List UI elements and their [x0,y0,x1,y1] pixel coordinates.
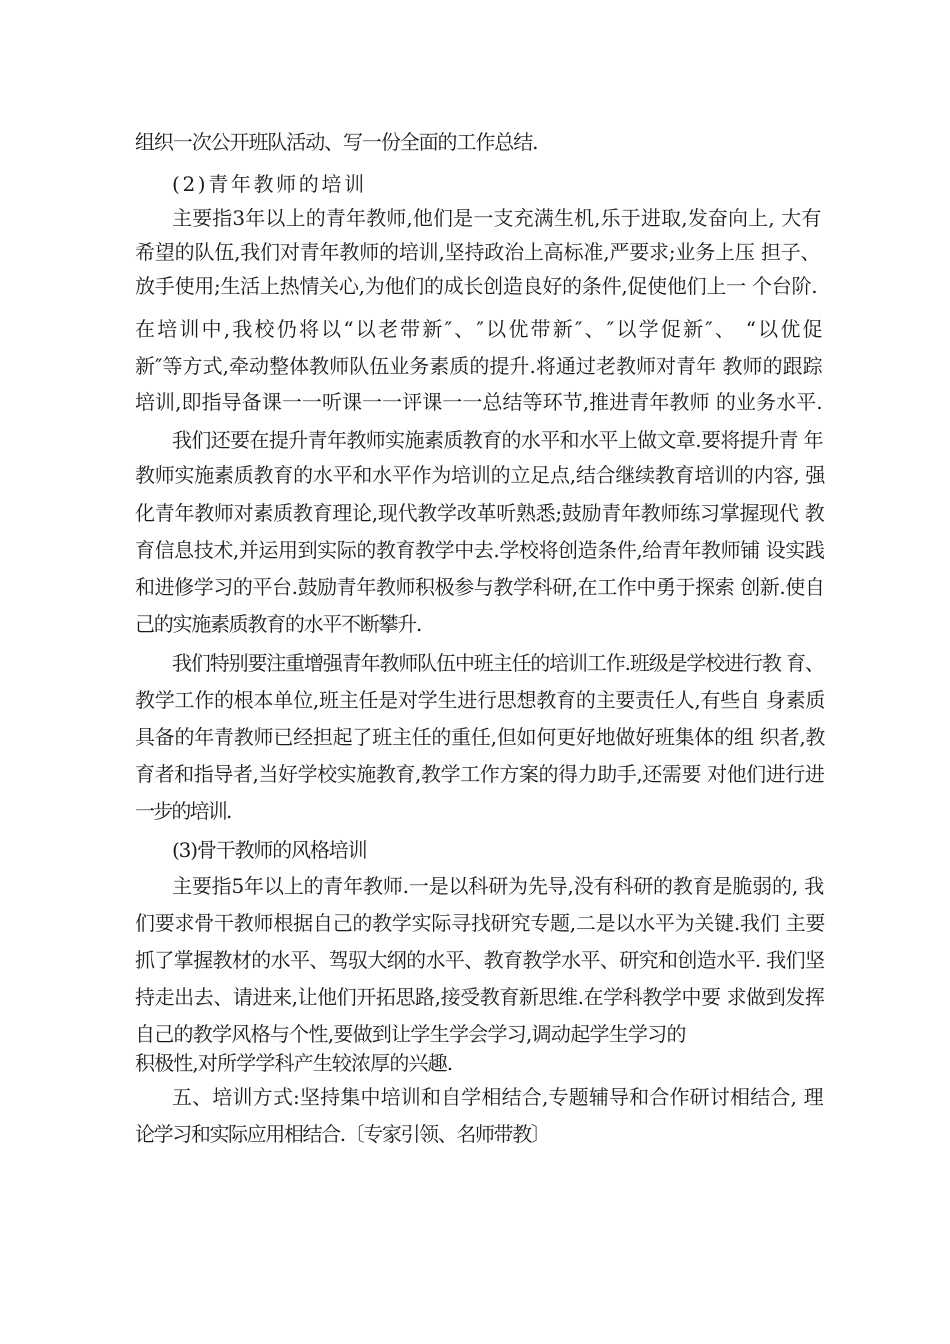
text-line: 抓了掌握教材的水平、驾驭大纲的水平、教育教学水平、研究和创造水平. 我们坚 [135,948,825,972]
text-line: 主要指3年以上的青年教师,他们是一支充满生机,乐于进取,发奋向上, 大有 [172,206,822,230]
text-line: 五、培训方式:坚持集中培训和自学相结合,专题辅导和合作研讨相结合, 理 [172,1085,824,1109]
text-line: 组织一次公开班队活动、写一份全面的工作总结. [135,130,538,154]
text-line: 和进修学习的平台.鼓励青年教师积极参与教学科研,在工作中勇于探索 创新.使自 [135,575,825,599]
text-line: 我们特别要注重增强青年教师队伍中班主任的培训工作.班级是学校进行教 育、 [172,651,824,675]
text-line: 化青年教师对素质教育理论,现代教学改革听熟悉;鼓励青年教师练习掌握现代 教 [135,501,825,525]
text-line: 育信息技术,并运用到实际的教育教学中去.学校将创造条件,给青年教师铺 设实践 [135,538,825,562]
text-line: 具备的年青教师已经担起了班主任的重任,但如何更好地做好班集体的组 织者,教 [135,725,826,749]
text-line: 育者和指导者,当好学校实施教育,教学工作方案的得力助手,还需要 对他们进行进 [135,762,825,786]
text-line: 放手使用;生活上热情关心,为他们的成长创造良好的条件,促使他们上一 个台阶. [135,274,818,298]
text-line: 一步的培训. [135,799,231,823]
section-heading: (3)骨干教师的风格培训 [172,838,367,862]
text-line: 积极性,对所学学科产生较浓厚的兴趣. [135,1051,453,1075]
text-line: 我们还要在提升青年教师实施素质教育的水平和水平上做文章.要将提升青 年 [172,428,824,452]
text-line: 希望的队伍,我们对青年教师的培训,坚持政治上高标准,严要求;业务上压 担子、 [135,240,821,264]
text-line: 在培训中,我校仍将以“以老带新″、″以优带新″、″以学促新″、 “以优促 [135,317,825,341]
text-line: 教学工作的根本单位,班主任是对学生进行思想教育的主要责任人,有些自 身素质 [135,688,826,712]
text-line: 持走出去、请进来,让他们开拓思路,接受教育新思维.在学科教学中要 求做到发挥 [135,985,825,1009]
text-line: 主要指5年以上的青年教师.一是以科研为先导,没有科研的教育是脆弱的, 我 [172,874,825,898]
section-heading: (2)青年教师的培训 [172,172,367,196]
text-line: 教师实施素质教育的水平和水平作为培训的立足点,结合继续教育培训的内容, 强 [135,463,826,487]
text-line: 论学习和实际应用相结合.〔专家引领、名师带教〕 [135,1122,550,1146]
text-line: 新″等方式,牵动整体教师队伍业务素质的提升.将通过老教师对青年 教师的跟踪 [135,354,823,378]
text-line: 培训,即指导备课一一听课一一评课一一总结等环节,推进青年教师 的业务水平. [135,390,823,414]
text-line: 自己的教学风格与个性,要做到让学生学会学习,调动起学生学习的 [135,1022,686,1046]
text-line: 们要求骨干教师根据自己的教学实际寻找研究专题,二是以水平为关键.我们 主要 [135,911,826,935]
text-line: 己的实施素质教育的水平不断攀升. [135,612,422,636]
